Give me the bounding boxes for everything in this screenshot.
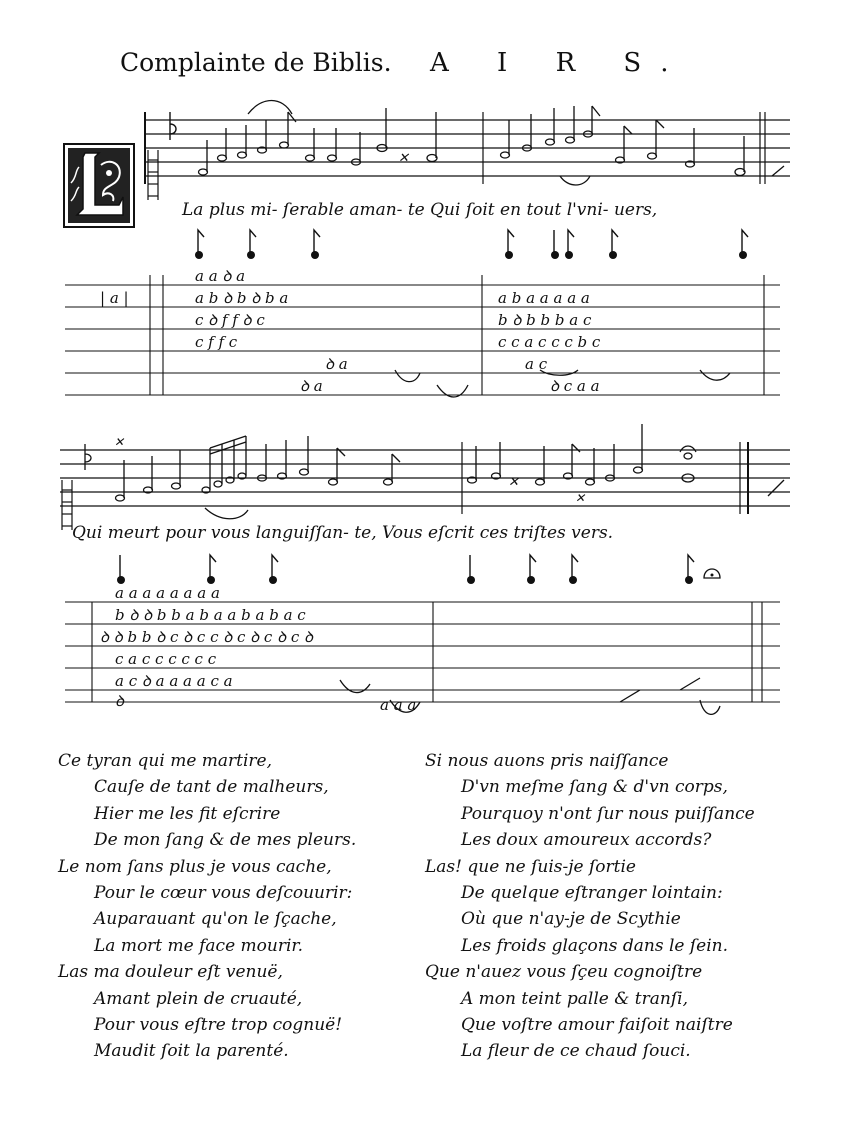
lute-tablature-1 bbox=[0, 225, 853, 405]
svg-text:b ꝺ ꝺ b b a b a: b ꝺ ꝺ b b a b a a b a b a c bbox=[115, 606, 306, 624]
verse-line: Le nom ſans plus je vous cache, bbox=[58, 856, 332, 877]
section-heading: A I R S. bbox=[430, 48, 689, 78]
note bbox=[199, 140, 208, 175]
svg-text:a c: a c bbox=[525, 355, 548, 373]
verse-line: Cauſe de tant de malheurs, bbox=[94, 777, 329, 798]
verse-line: D'vn meſme ſang & d'vn corps, bbox=[461, 777, 728, 798]
svg-text:a b ꝺ b ꝺ b a: a b ꝺ b ꝺ b a bbox=[195, 289, 289, 307]
verse-line: De quelque eſtranger lointain: bbox=[461, 883, 723, 904]
verse-line: La mort me face mourir. bbox=[94, 935, 304, 956]
note bbox=[501, 120, 510, 158]
svg-text:a a: a a a bbox=[380, 696, 417, 714]
verse-line: Amant plein de cruauté, bbox=[94, 988, 303, 1009]
verse-line: Que n'auez vous ſçeu cognoiſtre bbox=[425, 962, 703, 983]
verse-line: Auparauant qu'on le ſçache, bbox=[94, 909, 337, 930]
svg-text:c c a c c c b c: c c a c c c b c bbox=[498, 333, 601, 351]
svg-text:a c ꝺ a a: a c ꝺ a a a a c a bbox=[115, 672, 233, 690]
verse-line: Les froids glaçons dans le ſein. bbox=[461, 935, 729, 956]
note bbox=[616, 126, 633, 163]
verse-line: Pour vous eſtre trop cognuë! bbox=[94, 1015, 343, 1036]
note bbox=[377, 108, 387, 152]
verse-line: Maudit ſoit la parenté. bbox=[94, 1041, 289, 1062]
svg-text:ꝺ a: ꝺ a bbox=[300, 377, 323, 395]
svg-text:c f f c: c f f c bbox=[195, 333, 238, 351]
verse-line: A mon teint palle & tranſi, bbox=[461, 988, 688, 1009]
lyric-line-2: Qui meurt pour vous languiſſan- te, Vous eſcrit ces triſtes vers. bbox=[72, 523, 614, 543]
verse-line: Que voſtre amour faiſoit naiſtre bbox=[461, 1015, 733, 1036]
verse-line: De mon ſang & de mes pleurs. bbox=[94, 830, 357, 851]
verse-line: Las ma douleur eſt venuë, bbox=[58, 962, 283, 983]
verse-line: La fleur de ce chaud ſouci. bbox=[461, 1041, 691, 1062]
verse-column-left bbox=[58, 748, 356, 1065]
melody-staff-1 bbox=[0, 0, 853, 200]
svg-text:✕: ✕ bbox=[114, 435, 125, 449]
svg-text:ꝺ a: ꝺ a bbox=[325, 355, 348, 373]
svg-text:ꝺ: ꝺ bbox=[115, 692, 124, 710]
svg-text:ꝺ c a a: ꝺ c a a bbox=[550, 377, 600, 395]
note bbox=[280, 112, 297, 148]
svg-text:c ꝺ f f ꝺ c: c ꝺ f f ꝺ c bbox=[195, 311, 265, 329]
verse-line: Où que n'ay-je de Scythie bbox=[461, 909, 681, 930]
svg-text:| a |: | a | bbox=[100, 289, 129, 307]
verse-column-right bbox=[425, 748, 755, 1065]
verse-line: Pour le cœur vous deſcouurir: bbox=[94, 883, 353, 904]
verse-line: Les doux amoureux accords? bbox=[461, 830, 712, 851]
svg-text:a b a a a a a: a b a a a a a bbox=[498, 289, 590, 307]
page-title: Complainte de Biblis. bbox=[120, 48, 392, 77]
svg-text:✕: ✕ bbox=[398, 151, 409, 166]
note bbox=[566, 106, 575, 143]
svg-text:b ꝺ b b b a c: b ꝺ b b b a c bbox=[498, 311, 592, 329]
note bbox=[328, 128, 337, 161]
lyric-line-1: La plus mi- ſerable aman- te Qui ſoit en tout l'vni- uers, bbox=[182, 200, 658, 220]
verse-line: Ce tyran qui me martire, bbox=[58, 751, 273, 771]
svg-text:✕: ✕ bbox=[508, 475, 519, 490]
svg-text:a a a a: a a a a a a a a bbox=[115, 584, 220, 602]
verse-line: Hier me les fit eſcrire bbox=[94, 803, 281, 824]
svg-text:c a c c c: c a c c c c c c bbox=[115, 650, 217, 668]
verse-line: Si nous auons pris naiſſance bbox=[425, 751, 669, 771]
melody-staff-2 bbox=[0, 410, 853, 530]
svg-text:a a ꝺ a: a a ꝺ a bbox=[195, 267, 246, 285]
svg-text:✕: ✕ bbox=[575, 491, 586, 505]
note bbox=[218, 128, 227, 161]
note bbox=[584, 106, 601, 137]
note bbox=[306, 128, 315, 161]
lute-tablature-2 bbox=[0, 550, 853, 730]
verse-line: Pourquoy n'ont ſur nous puiſſance bbox=[461, 803, 755, 824]
verse-line: Las! que ne ſuis-je ſortie bbox=[425, 856, 636, 877]
note bbox=[648, 120, 665, 159]
note bbox=[546, 108, 555, 145]
svg-text:ꝺ ꝺ b b ꝺ c ꝺ c: ꝺ ꝺ b b ꝺ c ꝺ c c ꝺ c ꝺ c ꝺ c ꝺ bbox=[100, 628, 314, 646]
note bbox=[238, 125, 247, 158]
note bbox=[735, 136, 745, 176]
